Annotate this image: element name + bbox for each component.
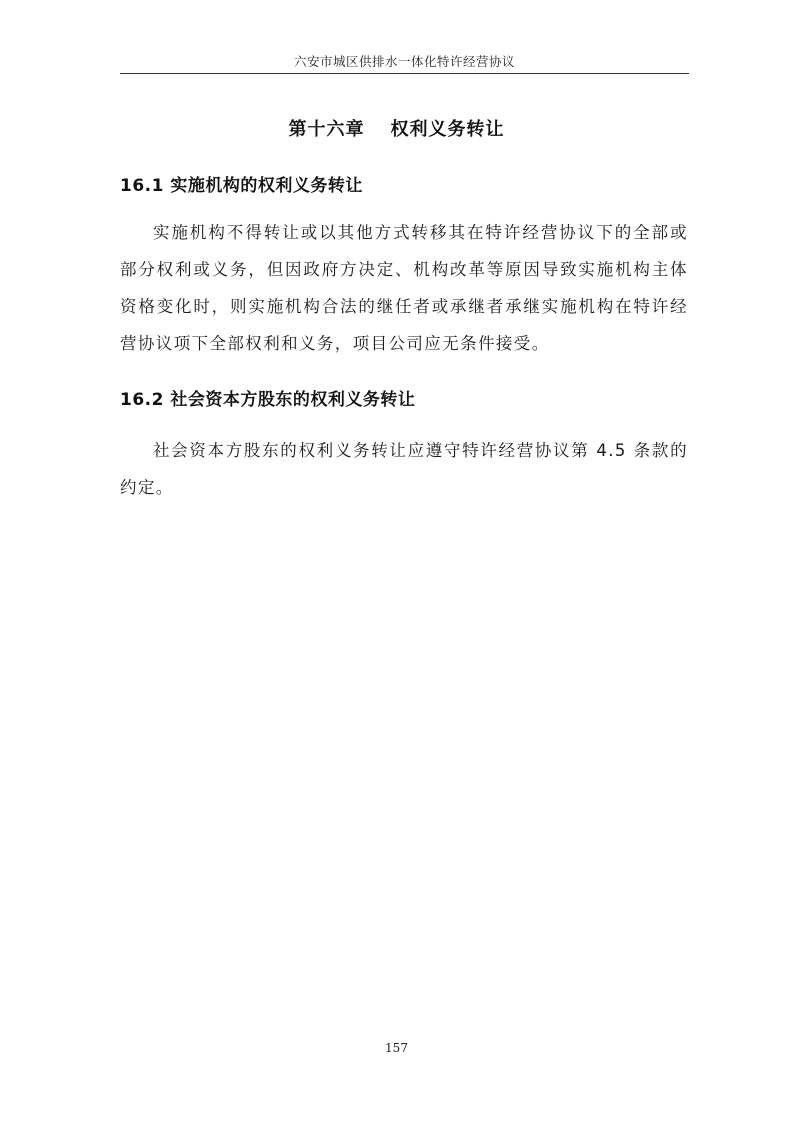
running-header: 六安市城区供排水一体化特许经营协议 xyxy=(293,54,515,69)
page-number: 157 xyxy=(385,1041,408,1055)
section-heading-16-1: 16.1 实施机构的权利义务转让 xyxy=(120,176,363,196)
section-paragraph-16-1: 实施机构不得转让或以其他方式转移其在特许经营协议下的全部或部分权利或义务，但因政府方决定、机构改革等原因导致实施机构主体资格变化时，则实施机构合法的继任者或承继者承继实施机构在特许经营协议项下全部权利和义务，项目公司应无条件接受。 xyxy=(120,223,688,353)
chapter-title xyxy=(0,115,793,141)
section-paragraph-16-2: 社会资本方股东的权利义务转让应遵守特许经营协议第 4.5 条款的约定。 xyxy=(120,441,688,497)
header-divider xyxy=(120,73,689,74)
chapter-name: 权利义务转让 xyxy=(390,119,505,140)
section-heading-16-2: 16.2 社会资本方股东的权利义务转让 xyxy=(120,390,416,410)
chapter-number: 第十六章 xyxy=(288,119,365,140)
